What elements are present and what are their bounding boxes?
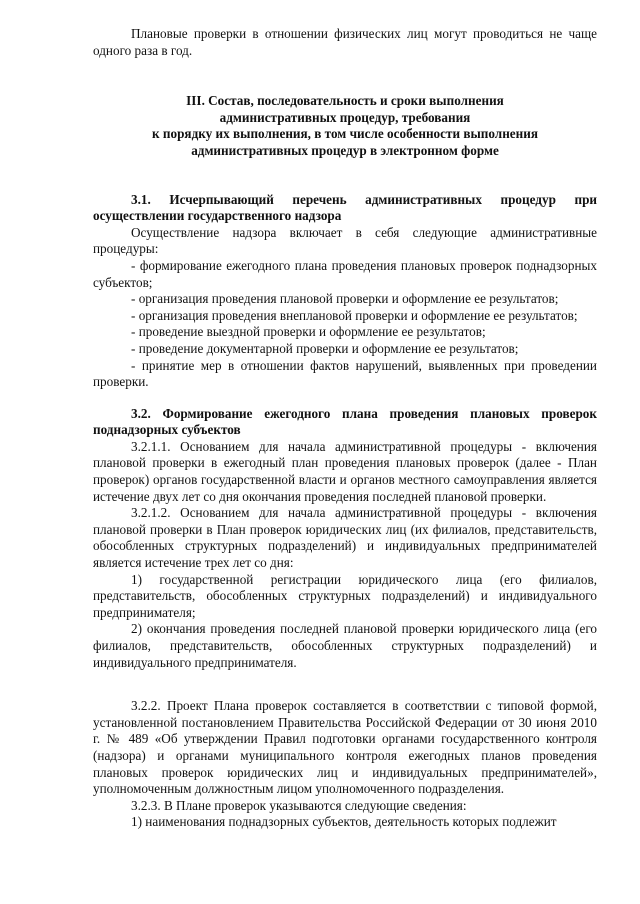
subsection-3-2-title: 3.2. Формирование ежегодного плана проведения плановых проверок поднадзорных субъектов (93, 405, 597, 438)
section-heading-line: III. Состав, последовательность и сроки выполнения (186, 93, 504, 109)
numbered-item-2: 2) окончания проведения последней плановой проверки юридического лица (его филиалов, представительств, обособленных структурных подразделений) и индивидуального предпринимателя. (93, 621, 597, 670)
paragraph-3-2-3-item-1: 1) наименования поднадзорных субъектов, деятельность которых подлежит (131, 814, 557, 830)
numbered-item-1: 1) государственной регистрации юридического лица (его филиалов, представительств, обособленных структурных подразделений) и индивидуального предпринимателя; (93, 571, 597, 620)
section-heading-line: административных процедур, требования (219, 109, 471, 125)
list-item: - проведение документарной проверки и оформление ее результатов; (131, 340, 519, 356)
list-item: - проведение выездной проверки и оформление ее результатов; (131, 324, 486, 340)
subsection-3-1-lead: Осуществление надзора включает в себя следующие административные процедуры: (93, 224, 597, 257)
document-page (93, 26, 597, 831)
list-item: - формирование ежегодного плана проведения плановых проверок поднадзорных субъектов; (93, 257, 597, 290)
list-item: - организация проведения внеплановой проверки и оформление ее результатов; (131, 307, 578, 323)
subsection-3-1-title: 3.1. Исчерпывающий перечень административных процедур при осуществлении государственного надзора (93, 191, 597, 224)
list-item: - принятие мер в отношении фактов нарушений, выявленных при проведении проверки. (93, 357, 597, 390)
section-heading-line: административных процедур в электронном форме (191, 142, 499, 158)
paragraph-3-2-3: 3.2.3. В Плане проверок указываются следующие сведения: (131, 797, 467, 813)
paragraph-3-2-2: 3.2.2. Проект Плана проверок составляется в соответствии с типовой формой, установленной постановлением Правительства Российской Федерации от 30 июня 2010 г. № 489 «Об утверждении Правил подготовки органами государственного контроля (надзора) и органами муниципального контроля ежегодных планов проведения плановых проверок юридических лиц и индивидуальных предпринимателей», уполномоченным должностным лицом уполномоченного подразделения. (93, 698, 597, 797)
paragraph-3-2-1-1: 3.2.1.1. Основанием для начала административной процедуры - включения плановой проверки в ежегодный план проведения плановых проверок (далее - План проверок) органов государственной власти и органов местного самоуправления является истечение двух лет со дня окончания проведения последней плановой проверки. (93, 438, 597, 504)
paragraph-3-2-1-2: 3.2.1.2. Основанием для начала административной процедуры - включения плановой проверки в План проверок юридических лиц (их филиалов, представительств, обособленных структурных подразделений) и индивидуальных предпринимателей является истечение трех лет со дня: (93, 505, 597, 571)
section-heading (93, 93, 597, 159)
section-heading-line: к порядку их выполнения, в том числе особенности выполнения (152, 126, 538, 142)
list-item: - организация проведения плановой проверки и оформление ее результатов; (131, 291, 559, 307)
intro-paragraph: Плановые проверки в отношении физических лиц могут проводиться не чаще одного раза в год. (93, 26, 597, 58)
